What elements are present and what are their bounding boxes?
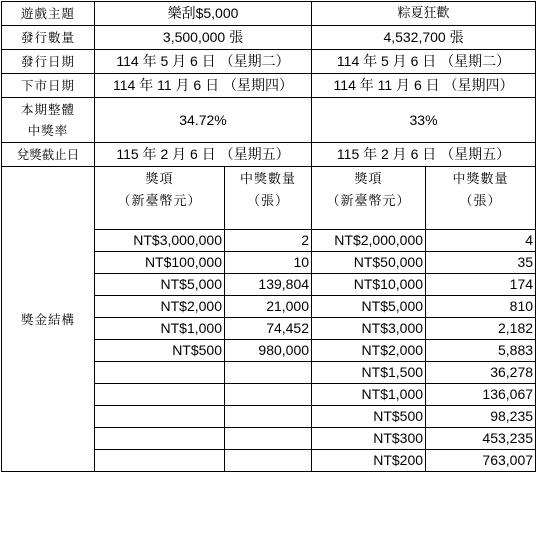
count-left bbox=[225, 362, 312, 384]
header-prize-right bbox=[312, 167, 426, 230]
prize-right: NT$1,000 bbox=[312, 384, 426, 406]
prize-right: NT$3,000 bbox=[312, 318, 426, 340]
label-deadline: 兌獎截止日 bbox=[2, 143, 95, 167]
count-left: 980,000 bbox=[225, 340, 312, 362]
count-left: 139,804 bbox=[225, 274, 312, 296]
issue-date-right: 114 年 5 月 6 日 （星期二） bbox=[312, 50, 536, 74]
header-count-right-line2: （張） bbox=[459, 194, 502, 209]
lottery-info-table bbox=[1, 1, 536, 472]
header-prize-right-line1: 獎項 bbox=[354, 172, 383, 187]
prize-right: NT$2,000 bbox=[312, 340, 426, 362]
theme-left: 樂刮$5,000 bbox=[95, 2, 312, 26]
header-count-right bbox=[426, 167, 536, 230]
header-count-left bbox=[225, 167, 312, 230]
prize-left: NT$3,000,000 bbox=[95, 230, 225, 252]
prize-right: NT$5,000 bbox=[312, 296, 426, 318]
prize-right: NT$200 bbox=[312, 450, 426, 472]
prize-left bbox=[95, 428, 225, 450]
count-right: 453,235 bbox=[426, 428, 536, 450]
header-count-left-line2: （張） bbox=[247, 194, 290, 209]
label-win-rate bbox=[2, 98, 95, 143]
off-date-right: 114 年 11 月 6 日 （星期四） bbox=[312, 74, 536, 98]
prize-left bbox=[95, 450, 225, 472]
count-right: 35 bbox=[426, 252, 536, 274]
count-left: 10 bbox=[225, 252, 312, 274]
off-date-left: 114 年 11 月 6 日 （星期四） bbox=[95, 74, 312, 98]
theme-right: 粽夏狂歡 bbox=[312, 2, 536, 26]
count-left: 2 bbox=[225, 230, 312, 252]
count-right: 763,007 bbox=[426, 450, 536, 472]
prize-right: NT$50,000 bbox=[312, 252, 426, 274]
header-prize-left-line1: 獎項 bbox=[145, 172, 174, 187]
win-rate-left: 34.72% bbox=[95, 98, 312, 143]
prize-left: NT$2,000 bbox=[95, 296, 225, 318]
label-prize-structure: 獎金結構 bbox=[2, 167, 95, 472]
row-win-rate bbox=[2, 98, 536, 143]
label-issue-qty: 發行數量 bbox=[2, 26, 95, 50]
row-off-date bbox=[2, 74, 536, 98]
row-issue-date bbox=[2, 50, 536, 74]
count-left bbox=[225, 406, 312, 428]
header-prize-right-line2: （新臺幣元） bbox=[326, 194, 411, 209]
label-win-rate-line2: 中獎率 bbox=[27, 123, 69, 138]
prize-left: NT$5,000 bbox=[95, 274, 225, 296]
count-left: 21,000 bbox=[225, 296, 312, 318]
row-deadline bbox=[2, 143, 536, 167]
count-left bbox=[225, 384, 312, 406]
deadline-left: 115 年 2 月 6 日 （星期五） bbox=[95, 143, 312, 167]
prize-left: NT$500 bbox=[95, 340, 225, 362]
prize-left bbox=[95, 384, 225, 406]
label-game-theme: 遊戲主題 bbox=[2, 2, 95, 26]
count-right: 2,182 bbox=[426, 318, 536, 340]
count-left bbox=[225, 450, 312, 472]
label-off-date: 下市日期 bbox=[2, 74, 95, 98]
header-count-right-line1: 中獎數量 bbox=[452, 172, 509, 187]
count-right: 4 bbox=[426, 230, 536, 252]
prize-left: NT$100,000 bbox=[95, 252, 225, 274]
issue-qty-right: 4,532,700 張 bbox=[312, 26, 536, 50]
count-right: 810 bbox=[426, 296, 536, 318]
header-prize-left bbox=[95, 167, 225, 230]
prize-left bbox=[95, 362, 225, 384]
prize-right: NT$10,000 bbox=[312, 274, 426, 296]
prize-right: NT$1,500 bbox=[312, 362, 426, 384]
prize-left: NT$1,000 bbox=[95, 318, 225, 340]
row-issue-qty bbox=[2, 26, 536, 50]
prize-right: NT$300 bbox=[312, 428, 426, 450]
label-issue-date: 發行日期 bbox=[2, 50, 95, 74]
deadline-right: 115 年 2 月 6 日 （星期五） bbox=[312, 143, 536, 167]
count-right: 98,235 bbox=[426, 406, 536, 428]
issue-date-left: 114 年 5 月 6 日 （星期二） bbox=[95, 50, 312, 74]
count-left bbox=[225, 428, 312, 450]
count-right: 36,278 bbox=[426, 362, 536, 384]
win-rate-right: 33% bbox=[312, 98, 536, 143]
count-left: 74,452 bbox=[225, 318, 312, 340]
count-right: 174 bbox=[426, 274, 536, 296]
header-count-left-line1: 中獎數量 bbox=[240, 172, 297, 187]
issue-qty-left: 3,500,000 張 bbox=[95, 26, 312, 50]
count-right: 5,883 bbox=[426, 340, 536, 362]
header-prize-left-line2: （新臺幣元） bbox=[117, 194, 202, 209]
prize-right: NT$500 bbox=[312, 406, 426, 428]
prize-right: NT$2,000,000 bbox=[312, 230, 426, 252]
label-win-rate-line1: 本期整體 bbox=[20, 102, 75, 117]
prize-left bbox=[95, 406, 225, 428]
count-right: 136,067 bbox=[426, 384, 536, 406]
row-game-theme bbox=[2, 2, 536, 26]
row-prize-header bbox=[2, 167, 536, 230]
